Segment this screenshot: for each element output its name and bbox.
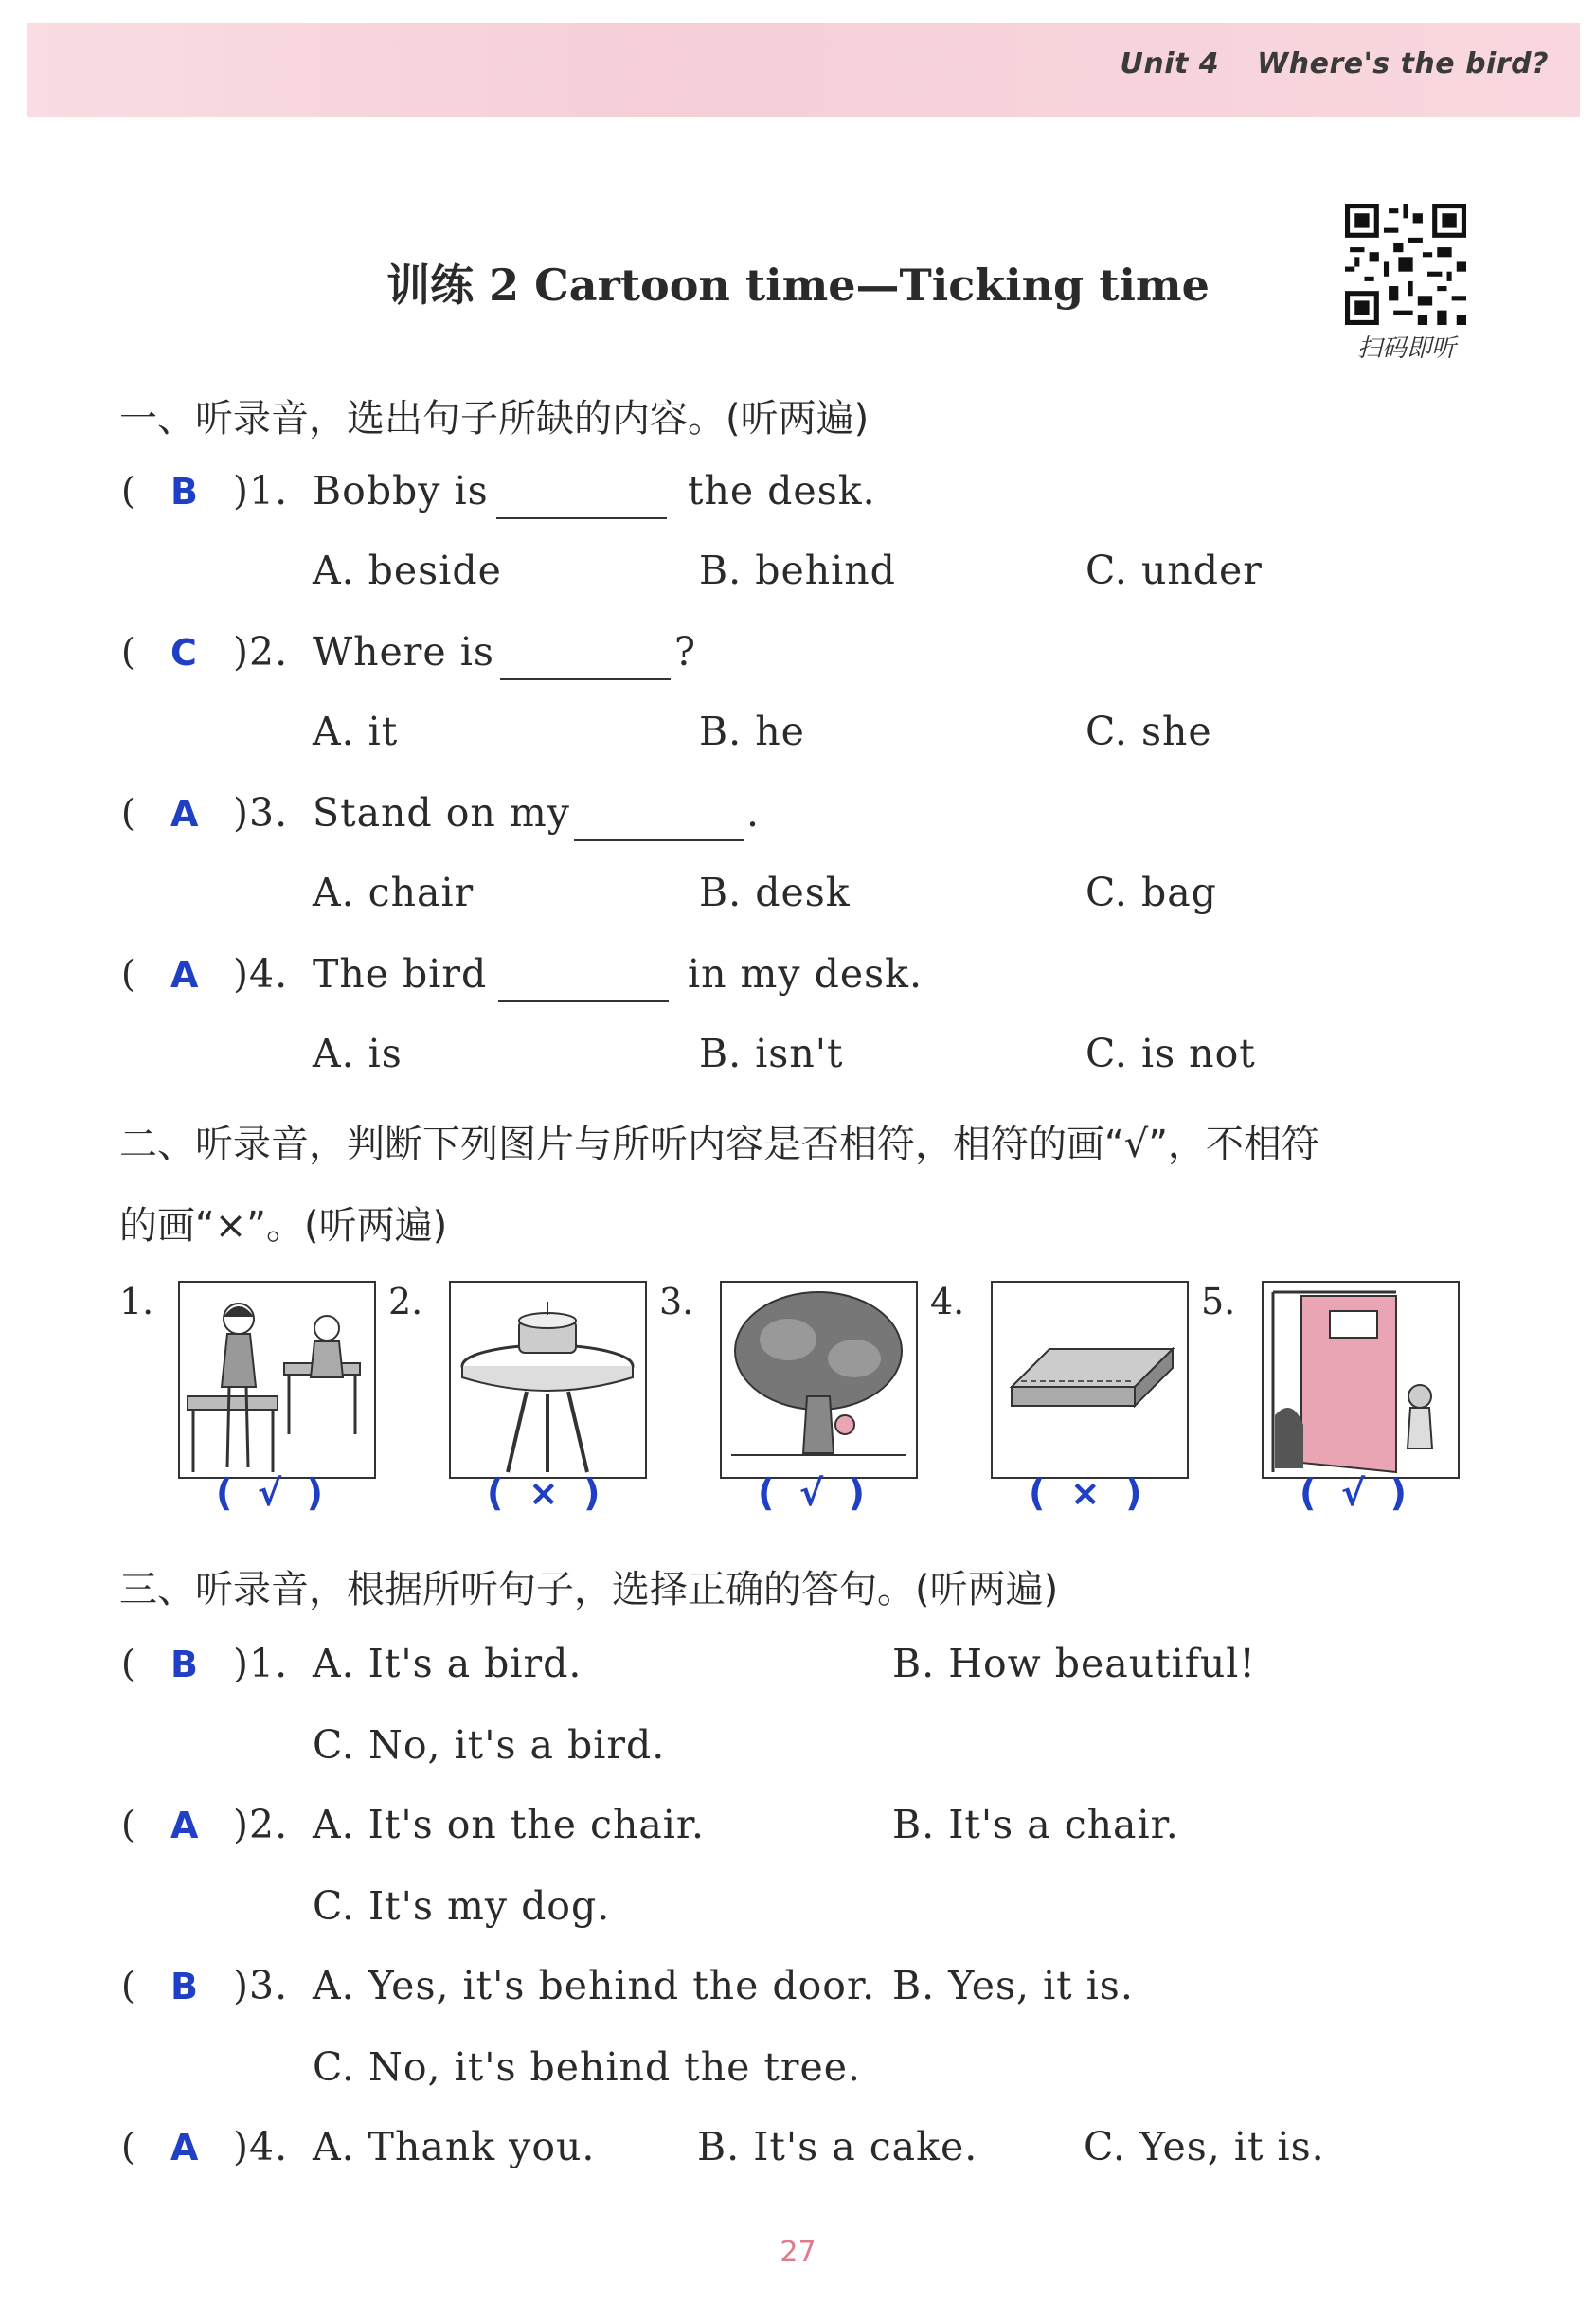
option-a: A. chair <box>313 870 475 915</box>
page-number: 27 <box>780 2236 816 2269</box>
question-number: )2. <box>233 1802 289 1847</box>
option-b: B. Yes, it is. <box>892 1963 1134 2008</box>
picture-number: 3. <box>659 1281 694 1322</box>
picture-number: 2. <box>388 1281 423 1322</box>
question-text-end: the desk. <box>688 468 876 513</box>
answer-blank[interactable] <box>574 839 744 841</box>
option-c: C. It's my dog. <box>313 1883 611 1929</box>
qr-code-icon[interactable] <box>1345 204 1466 325</box>
answer-paren-open: ( <box>121 1643 135 1684</box>
answer-value: A <box>170 2127 199 2168</box>
question-number: )4. <box>233 951 289 997</box>
pencil-box-icon <box>991 1281 1189 1479</box>
option-c: C. Yes, it is. <box>1084 2124 1325 2169</box>
answer-paren-open: ( <box>121 1804 135 1845</box>
option-c: C. No, it's a bird. <box>313 1722 666 1768</box>
option-c: C. bag <box>1085 870 1217 915</box>
picture-number: 5. <box>1201 1281 1236 1322</box>
answer-paren-open: ( <box>121 1965 135 2006</box>
students-at-desks-icon <box>178 1281 376 1479</box>
option-a: A. Yes, it's behind the door. <box>313 1963 876 2008</box>
qr-label: 扫码即听 <box>1356 334 1456 363</box>
question-text-end: in my desk. <box>688 951 924 997</box>
answer-value: B <box>170 1644 198 1685</box>
option-b: B. It's a chair. <box>892 1802 1179 1847</box>
question-text: Where is <box>313 629 494 675</box>
option-b: B. behind <box>699 548 896 593</box>
question-number: )4. <box>233 2124 289 2169</box>
picture-number: 4. <box>930 1281 965 1322</box>
answer-value: A <box>170 954 199 996</box>
question-number: )1. <box>233 1641 289 1686</box>
answer-blank[interactable] <box>500 678 671 680</box>
answer-value: C <box>170 632 197 674</box>
option-a: A. it <box>313 709 399 754</box>
answer-value: B <box>170 471 198 513</box>
question-number: )3. <box>233 1963 289 2008</box>
question-number: )2. <box>233 629 289 675</box>
question-text: Stand on my <box>313 790 570 836</box>
question-text-end: ? <box>674 629 696 675</box>
section2-title-line2: 的画“×”。(听两遍) <box>119 1204 448 1248</box>
option-a: A. beside <box>313 548 502 593</box>
option-b: B. he <box>699 709 805 754</box>
unit-title: Where's the bird? <box>1257 47 1549 81</box>
mark-value: × <box>528 1472 559 1514</box>
option-a: A. is <box>313 1031 403 1076</box>
answer-blank[interactable] <box>498 1000 669 1002</box>
option-b: B. desk <box>699 870 851 915</box>
option-c: C. No, it's behind the tree. <box>313 2044 862 2090</box>
option-a: A. Thank you. <box>313 2124 596 2169</box>
question-number: )3. <box>233 790 289 836</box>
answer-blank[interactable] <box>496 517 667 519</box>
section1-title: 一、听录音，选出句子所缺的内容。(听两遍) <box>119 397 870 441</box>
section3-title: 三、听录音，根据所听句子，选择正确的答句。(听两遍) <box>119 1568 1059 1611</box>
judgement-mark: ( √ ) <box>758 1472 866 1514</box>
answer-paren-open: ( <box>121 792 135 834</box>
cake-on-table-icon <box>449 1281 647 1479</box>
answer-paren-open: ( <box>121 2126 135 2168</box>
picture-number: 1. <box>119 1281 154 1322</box>
judgement-mark: ( √ ) <box>1300 1472 1408 1514</box>
mark-value: √ <box>257 1472 282 1514</box>
option-c: C. is not <box>1085 1031 1256 1076</box>
mark-value: √ <box>1340 1472 1366 1514</box>
answer-paren-open: ( <box>121 631 135 673</box>
judgement-mark: ( × ) <box>487 1472 601 1514</box>
running-header <box>1082 47 1549 81</box>
question-text: The bird <box>313 951 488 997</box>
option-b: B. isn't <box>699 1031 844 1076</box>
section2-title-line1: 二、听录音，判断下列图片与所听内容是否相符，相符的画“√”，不相符 <box>119 1123 1319 1166</box>
mark-value: √ <box>798 1472 824 1514</box>
judgement-mark: ( × ) <box>1029 1472 1142 1514</box>
option-a: A. It's on the chair. <box>313 1802 706 1847</box>
option-a: A. It's a bird. <box>313 1641 583 1686</box>
option-b: B. How beautiful! <box>892 1641 1256 1686</box>
question-text: Bobby is <box>313 468 489 513</box>
mark-value: × <box>1069 1472 1101 1514</box>
tree-icon <box>720 1281 918 1479</box>
answer-value: A <box>170 793 199 835</box>
page-title: 训练 2 Cartoon time—Ticking time <box>386 260 1210 311</box>
answer-paren-open: ( <box>121 953 135 995</box>
judgement-mark: ( √ ) <box>216 1472 324 1514</box>
unit-label: Unit 4 <box>1120 47 1220 81</box>
option-b: B. It's a cake. <box>697 2124 978 2169</box>
option-c: C. she <box>1085 709 1212 754</box>
answer-paren-open: ( <box>121 470 135 512</box>
door-icon <box>1262 1281 1460 1479</box>
question-number: )1. <box>233 468 289 513</box>
option-c: C. under <box>1085 548 1263 593</box>
answer-value: B <box>170 1966 198 2007</box>
question-text-end: . <box>746 790 761 836</box>
answer-value: A <box>170 1805 199 1846</box>
